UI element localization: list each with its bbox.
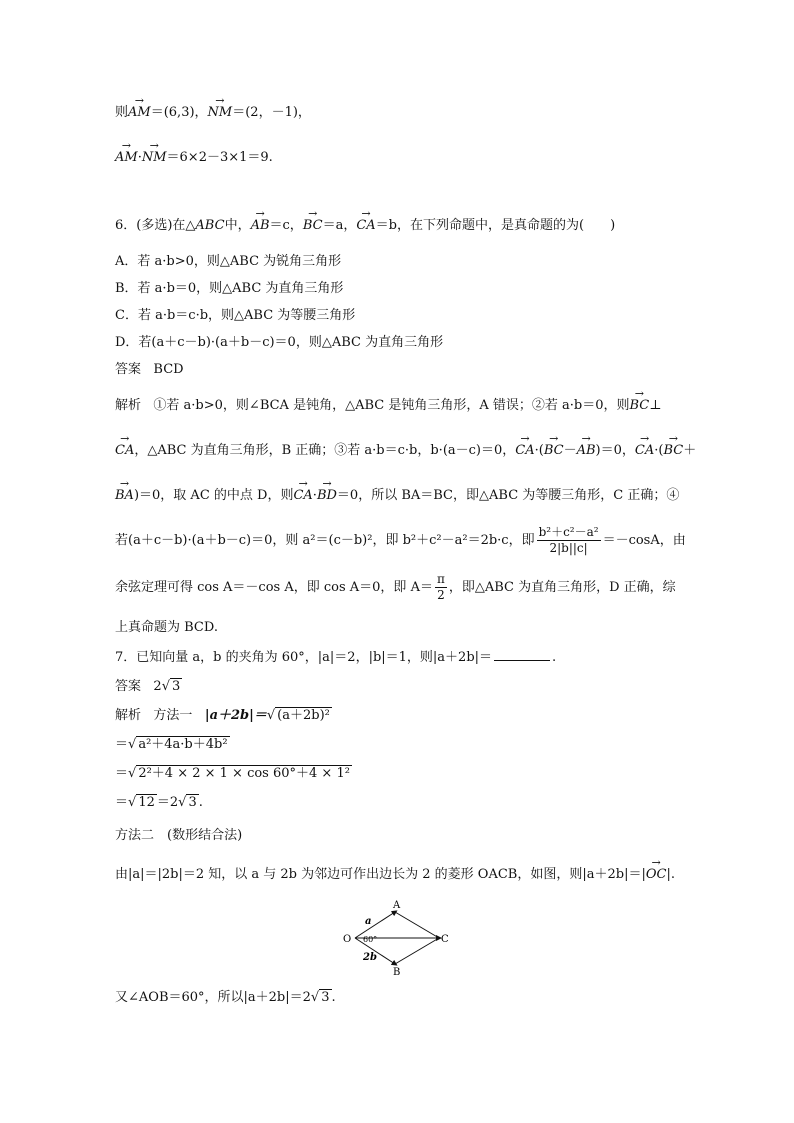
text: 余弦定理可得 cos A＝－cos A，即 cos A＝0，即 A＝: [115, 580, 433, 595]
edge-bc: [395, 938, 439, 964]
vector-am: → AM: [115, 148, 138, 168]
fraction-numerator: b²＋c²－a²: [538, 525, 599, 539]
text: ＝b，: [375, 218, 410, 233]
text: －: [563, 443, 577, 458]
text: ＝0，所以 BA＝BC，即△ABC 为等腰三角形，C 正确；④: [336, 488, 680, 503]
q6-analysis-5: [115, 571, 676, 605]
sqrt-radicand: 3: [188, 795, 197, 810]
q7-final: 又∠AOB＝60°，所以|a＋2b|＝2√ 3 .: [115, 990, 336, 1005]
vector-bc: → BC: [544, 441, 564, 461]
label-o: O: [343, 934, 352, 945]
text: ＝(6,3)，: [150, 105, 208, 120]
text: ＝2: [156, 795, 179, 810]
q6-option-d: D．若(a＋c－b)·(a＋b－c)＝0，则△ABC 为直角三角形: [115, 335, 444, 350]
text: )＝0，取 AC 的中点 D，则: [133, 488, 294, 503]
q6-analysis-4: [115, 524, 686, 558]
answer-label: 答案: [115, 362, 142, 377]
text: 则: [115, 105, 129, 120]
sqrt-radicand: 3: [321, 990, 330, 1005]
text: ＝: [115, 737, 129, 752]
fraction-denominator: 2: [437, 588, 445, 602]
text: .: [198, 795, 203, 810]
text: ①若 a·b>0，则∠BCA 是钝角，△ABC 是钝角三角形，A 错误；②若 a·b＝0，则: [153, 398, 630, 413]
fraction-numerator: π: [436, 572, 445, 586]
sqrt-radicand: a²＋4a·b＋4b²: [138, 737, 228, 752]
vector-ca: → CA: [293, 486, 312, 506]
answer-value: BCD: [153, 362, 184, 377]
text: |a＋2b|＝: [204, 708, 267, 723]
text: 由|a|＝|2b|＝2 知，以 a 与 2b 为邻边可作出边长为 2 的菱形 OACB，如图，则|a＋2b|＝|: [115, 867, 646, 882]
analysis-label: 解析: [115, 708, 142, 723]
sqrt-radicand: 2²＋4 × 2 × 1 × cos 60°＋4 × 1²: [138, 766, 350, 781]
fraction: [537, 525, 601, 556]
q7-method2-label: 方法二 (数形结合法): [115, 828, 243, 843]
vector-nm: → NM: [208, 103, 233, 123]
q7-method1-line1: 解析 方法一 |a＋2b|＝√ (a＋2b)²: [115, 708, 330, 723]
text: |.: [666, 867, 675, 882]
label-a: A: [393, 900, 401, 911]
q6-answer: [115, 360, 184, 380]
label-vector-a: a: [365, 916, 372, 927]
text: 在下列命题中，是真命题的为( ): [410, 218, 616, 233]
vector-bc: → BC: [663, 441, 683, 461]
line-dot-product: [115, 148, 273, 168]
q6-option-a: A．若 a·b>0，则△ABC 为锐角三角形: [115, 254, 342, 269]
vector-ab: → AB: [251, 216, 270, 236]
text: ＝: [115, 766, 129, 781]
q7-method1-line4: ＝√ 12 ＝2√ 3 .: [115, 795, 203, 810]
vector-bd: → BD: [317, 486, 337, 506]
q6-stem: [115, 216, 615, 236]
sqrt-radicand: (a＋2b)²: [277, 708, 330, 723]
text: 6．(多选)在△: [115, 218, 196, 233]
text: ABC: [195, 218, 225, 233]
text: ·(: [654, 443, 664, 458]
text: )＝0，: [595, 443, 635, 458]
text: .: [552, 650, 557, 665]
text: 若(a＋c－b)·(a＋b－c)＝0，则 a²＝(c－b)²，即 b²＋c²－a²＝2b·c，即: [115, 533, 535, 548]
analysis-label: 解析: [115, 398, 142, 413]
edge-ac: [395, 912, 439, 938]
q7-method1-line2: ＝√ a²＋4a·b＋4b²: [115, 737, 228, 752]
vector-bc: → BC: [303, 216, 323, 236]
line-am-nm: [115, 103, 311, 123]
method-label: 方法一: [153, 708, 193, 723]
q6-option-c: C．若 a·b＝c·b，则△ABC 为等腰三角形: [115, 308, 356, 323]
text: ＝: [115, 795, 129, 810]
vector-ab: → AB: [577, 441, 596, 461]
q7-answer: 答案 2√ 3: [115, 679, 181, 694]
label-vector-2b: 2b: [363, 952, 377, 963]
text: ＝(2，－1)，: [232, 105, 311, 120]
text: 7．已知向量 a，b 的夹角为 60°，|a|＝2，|b|＝1，则|a＋2b|＝: [115, 650, 493, 665]
sqrt-radicand: 3: [172, 679, 181, 694]
vector-ca: → CA: [635, 441, 654, 461]
q6-analysis-6: 上真命题为 BCD.: [115, 620, 218, 635]
text: .: [331, 990, 336, 1005]
q6-analysis-2: [115, 441, 696, 461]
rhombus-figure: [335, 898, 465, 978]
label-b: B: [393, 967, 401, 978]
fraction: [435, 572, 447, 603]
vector-ba: → BA: [115, 486, 134, 506]
fraction-denominator: 2|b||c|: [549, 541, 588, 555]
vector-nm: → NM: [142, 148, 167, 168]
vector-bc: → BC: [629, 396, 649, 416]
sqrt-radicand: 12: [138, 795, 155, 810]
text: ·: [137, 150, 142, 165]
text: ，△ABC 为直角三角形，B 正确；③若 a·b＝c·b，b·(a－c)＝0，: [134, 443, 516, 458]
vector-oc: → OC: [646, 865, 667, 885]
text: ⊥: [649, 398, 662, 413]
text: ·(: [534, 443, 544, 458]
text: ＝－cosA，由: [602, 533, 686, 548]
text: ·: [312, 488, 317, 503]
text: ＝6×2－3×1＝9.: [166, 150, 273, 165]
label-angle: 60°: [363, 935, 378, 944]
vector-am: → AM: [128, 103, 151, 123]
label-c: C: [441, 934, 449, 945]
q6-analysis-3: [115, 486, 679, 506]
text: 中，: [224, 218, 251, 233]
q7-method2-text: [115, 865, 675, 885]
text: ，即△ABC 为直角三角形，D 正确，综: [448, 580, 676, 595]
vector-ca: → CA: [515, 441, 534, 461]
answer-blank: [494, 660, 550, 661]
text: ＋: [683, 443, 697, 458]
text: 又∠AOB＝60°，所以|a＋2b|＝2: [115, 990, 311, 1005]
vector-ca: → CA: [115, 441, 134, 461]
vector-ca: → CA: [356, 216, 375, 236]
q6-option-b: B．若 a·b＝0，则△ABC 为直角三角形: [115, 281, 344, 296]
q6-analysis-1: [115, 396, 661, 416]
answer-label: 答案: [115, 679, 142, 694]
text: 2: [153, 679, 162, 694]
text: ＝a，: [322, 218, 357, 233]
text: ＝c，: [269, 218, 303, 233]
q7-stem: [115, 648, 556, 668]
q7-method1-line3: ＝√ 2²＋4 × 2 × 1 × cos 60°＋4 × 1²: [115, 766, 350, 781]
